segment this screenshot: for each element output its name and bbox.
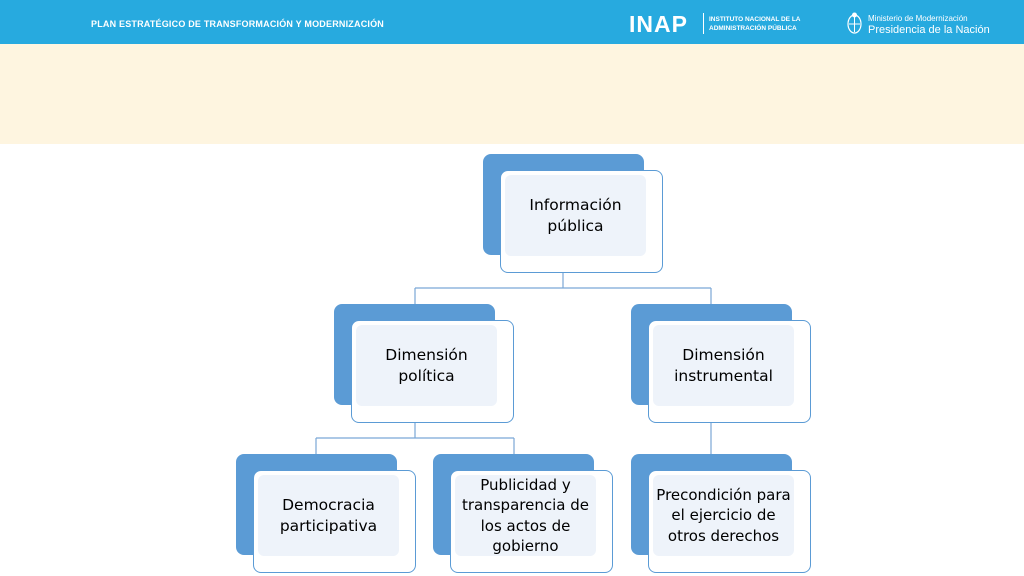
node-instrumental <box>648 320 811 423</box>
inap-logo: INAP <box>629 11 688 37</box>
ministry-line-2: Presidencia de la Nación <box>868 24 990 36</box>
plan-title: PLAN ESTRATÉGICO DE TRANSFORMACIÓN Y MODERNIZACIÓN <box>91 19 385 29</box>
node-precondicion-label: Precondición para el ejercicio de otros derechos <box>653 475 794 556</box>
node-precondicion <box>648 470 811 573</box>
inap-line-2: ADMINISTRACIÓN PÚBLICA <box>709 24 797 32</box>
node-publicidad-label: Publicidad y transparencia de los actos de gobierno <box>455 475 596 556</box>
node-democracia <box>253 470 416 573</box>
node-root <box>500 170 663 273</box>
inap-line-1: INSTITUTO NACIONAL DE LA <box>709 16 801 23</box>
ministry-line-1: Ministerio de Modernización <box>868 14 968 23</box>
node-instrumental-label: Dimensión instrumental <box>653 325 794 406</box>
node-root-label: Información pública <box>505 175 646 256</box>
node-publicidad <box>450 470 613 573</box>
node-democracia-label: Democracia participativa <box>258 475 399 556</box>
node-politica-label: Dimensión política <box>356 325 497 406</box>
node-politica <box>351 320 514 423</box>
